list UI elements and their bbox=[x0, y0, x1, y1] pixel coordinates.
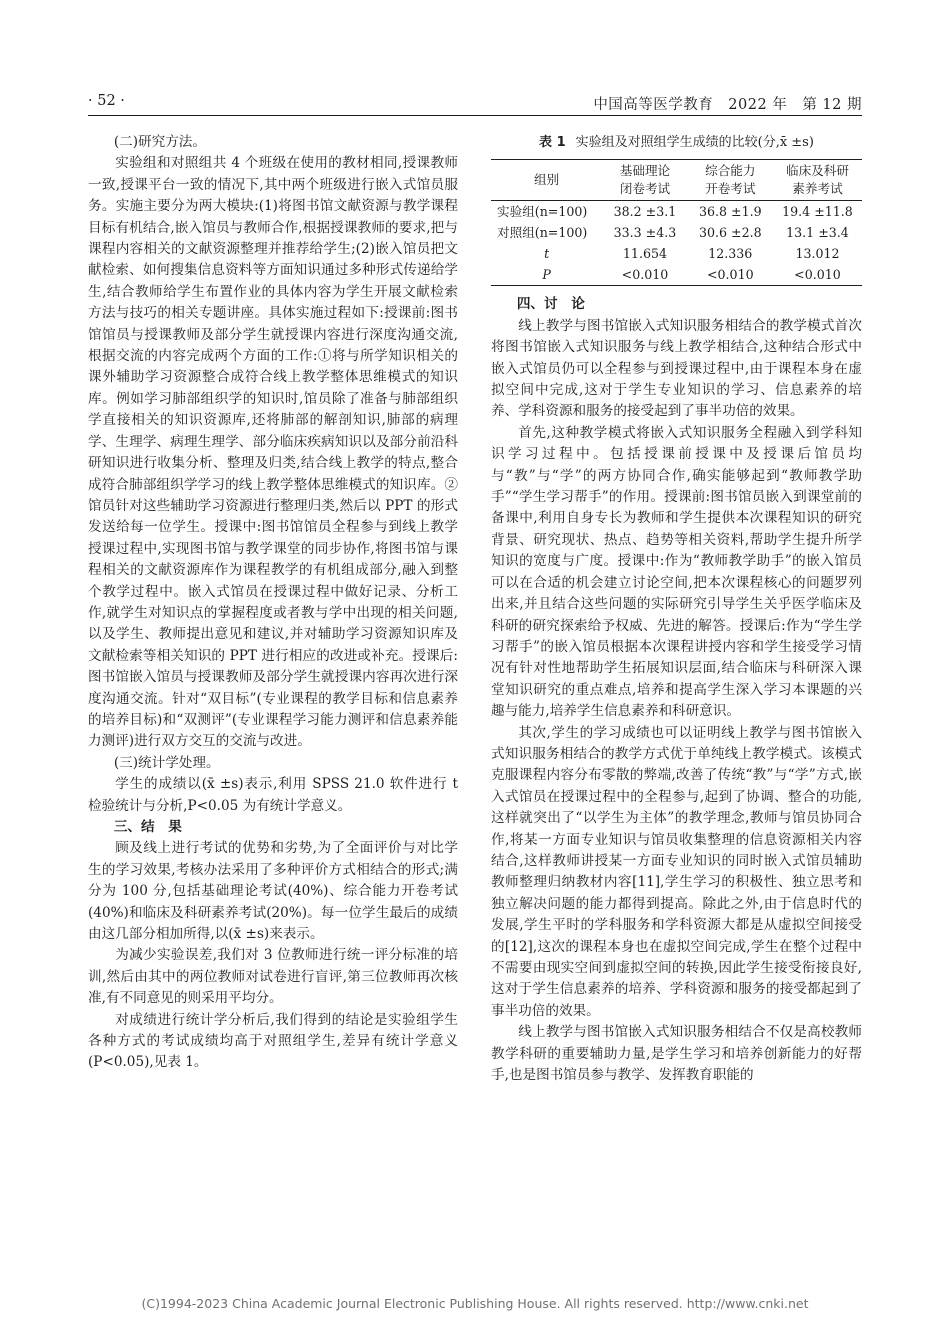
method-heading: (二)研究方法。 bbox=[113, 134, 206, 150]
discussion-paragraph-4: 线上教学与图书馆嵌入式知识服务相结合不仅是高校教师教学科研的重要辅助力量,是学生学习和培养创新能力的好帮手,也是图书馆员参与教学、发挥教育职能的 bbox=[491, 1024, 862, 1084]
results-table bbox=[491, 159, 862, 286]
cell-value: 13.1 ±3.4 bbox=[786, 224, 849, 240]
cell-value: <0.010 bbox=[794, 266, 841, 282]
cell-value: 13.012 bbox=[795, 245, 840, 261]
discussion-paragraph-1: 线上教学与图书馆嵌入式知识服务相结合的教学模式首次将图书馆嵌入式知识服务与线上教学相结合,这种结合形式中嵌入式馆员仍可以全程参与到授课过程中,由于课程本身在虚拟空间中完成,这对于学生专业知识的学习、信息素养的培养、学科资源和服务的接受起到了事半功倍的效果。 bbox=[491, 317, 862, 420]
cell-value: 33.3 ±4.3 bbox=[613, 224, 677, 240]
cell-row-label: P bbox=[542, 266, 551, 282]
cell-row-label: 对照组(n=100) bbox=[497, 224, 588, 240]
cell-value: <0.010 bbox=[706, 266, 754, 282]
table-title: 实验组及对照组学生成绩的比较(分,x̄ ±s) bbox=[575, 135, 814, 150]
col-header-basic-theory: 基础理论 闭卷考试 bbox=[619, 163, 671, 197]
results-paragraph-1: 顾及线上进行考试的优势和劣势,为了全面评价与对比学生的学习效果,考核办法采用了多种评价方式相结合的形式;满分为 100 分,包括基础理论考试(40%)、综合能力开卷考试(40%)和临床及科研素养考试(20%)。每一位学生最后的成绩由这几部分相加所得,以(x̄ ±s)来表示。 bbox=[88, 840, 458, 943]
table-caption bbox=[491, 132, 862, 153]
stat-paragraph: 学生的成绩以(x̄ ±s)表示,利用 SPSS 21.0 软件进行 t 检验统计与分析,P<0.05 为有统计学意义。 bbox=[88, 776, 458, 814]
table-header-row bbox=[491, 160, 862, 201]
cell-value: 19.4 ±11.8 bbox=[782, 203, 853, 219]
header-rule bbox=[88, 115, 862, 116]
cell-value: <0.010 bbox=[621, 266, 669, 282]
table-label: 表 1 bbox=[539, 135, 566, 150]
discussion-paragraph-2: 首先,这种教学模式将嵌入式知识服务全程融入到学科知识学习过程中。包括授课前授课中及授课后馆员均与“教”与“学”的两方协同合作,确实能够起到“教师教学助手”“学生学习帮手”的作用。授课前:图书馆员嵌入到课堂前的备课中,利用自身专长为教师和学生提供本次课程知识的研究背景、研究现状、热点、趋势等相关资料,帮助学生提升所学知识的宽度与广度。授课中:作为“教师教学助手”的嵌入馆员可以在合适的机会建立讨论空间,把本次课程核心的问题罗列出来,并且结合这些问题的实际研究引导学生关乎医学临床及科研的研究探索给予权威、先进的解答。授课后:作为“学生学习帮手”的嵌入馆员根据本次课程讲授内容和学生接受学习情况有针对性地帮助学生拓展知识层面,结合临床与科研深入课堂知识研究的重点难点,培养和提高学生深入学习本课题的兴趣与能力,培养学生信息素养和科研意识。 bbox=[491, 424, 862, 720]
discussion-heading: 四、讨 论 bbox=[516, 296, 585, 313]
cell-row-label: 实验组(n=100) bbox=[497, 203, 588, 219]
journal-title: 中国高等医学教育 2022 年 第 12 期 bbox=[593, 97, 862, 113]
table-row bbox=[491, 222, 862, 243]
stat-heading: (三)统计学处理。 bbox=[113, 754, 220, 771]
discussion-paragraph-3: 其次,学生的学习成绩也可以证明线上教学与图书馆嵌入式知识服务相结合的教学方式优于单纯线上教学模式。该模式克服课程内容分布零散的弊端,改善了传统“教”与“学”方式,嵌入式馆员在授课过程中的全程参与,起到了协调、整合的功能,这样就突出了“以学生为主体”的教学理念,教师与馆员协同合作,将某一方面专业知识与馆员收集整理的信息资源相关内容结合,这样教师讲授某一方面专业知识的同时嵌入式馆员辅助教师整理归纳教材内容[11],学生学习的积极性、独立思考和独立解决问题的能力都得到提高。除此之外,由于信息时代的发展,学生平时的学科服务和学科资源大都是从虚拟空间接受的[12],这次的课程本身也在虚拟空间完成,学生在整个过程中不需要由现实空间到虚拟空间的转换,因此学生接受衔接良好,这对于学生信息素养的培养、学科资源和服务的接受都起到了事半功倍的效果。 bbox=[491, 724, 862, 1019]
copyright-footer: (C)1994-2023 China Academic Journal Electronic Publishing House. All rights reserved. http://www.cnki.net bbox=[141, 1296, 809, 1311]
left-column bbox=[88, 132, 458, 1074]
results-paragraph-2: 为减少实验误差,我们对 3 位教师进行统一评分标准的培训,然后由其中的两位教师对试卷进行盲评,第三位教师再次核准,有不同意见的则采用平均分。 bbox=[88, 947, 458, 1007]
results-heading: 三、结 果 bbox=[113, 819, 182, 835]
cell-value: 36.8 ±1.9 bbox=[698, 203, 762, 219]
results-paragraph-3: 对成绩进行统计学分析后,我们得到的结论是实验组学生各种方式的考试成绩均高于对照组学生,差异有统计学意义(P<0.05),见表 1。 bbox=[88, 1011, 458, 1071]
table-row bbox=[491, 243, 862, 264]
right-column bbox=[491, 132, 862, 1086]
page-number: · 52 · bbox=[88, 93, 125, 109]
running-header bbox=[88, 93, 862, 113]
col-header-group: 组别 bbox=[534, 172, 560, 188]
cell-value: 38.2 ±3.1 bbox=[613, 203, 677, 219]
cell-value: 11.654 bbox=[622, 245, 667, 261]
cell-value: 30.6 ±2.8 bbox=[698, 224, 762, 240]
method-paragraph: 实验组和对照组共 4 个班级在使用的教材相同,授课教师一致,授课平台一致的情况下,其中两个班级进行嵌入式馆员服务。实施主要分为两大模块:(1)将图书馆文献资源与教学课程目标有机结合,嵌入馆员与教师合作,根据授课教师的要求,把与课程内容相关的文献资源整理并推荐给学生;(2)嵌入馆员把文献检索、如何搜集信息资料等方面知识通过多种形式传递给学生,结合教师给学生布置作业的具体内容为学生开展文献检索方法与技巧的相关专题讲座。具体实施过程如下:授课前:图书馆馆员与授课教师及部分学生就授课内容进行深度沟通交流,根据交流的内容完成两个方面的工作:①将与所学知识相关的课外辅助学习资源整合成符合线上教学整体思维模式的知识库。例如学习肺部组织学的知识时,馆员除了准备与肺部组织学直接相关的知识资源库,还将肺部的解剖知识,肺部的病理学、生理学、病理生理学、部分临床疾病知识以及部分前沿科研知识进行收集分析、整理及归类,结合线上教学的特点,整合成符合肺部组织学学习的线上教学整体思维模式的知识库。②馆员针对这些辅助学习资源进行整理归类,然后以 PPT 的形式发送给每一位学生。授课中:图书馆馆员全程参与到线上教学授课过程中,实现图书馆与教学课堂的同步协作,将图书馆与课程相关的文献资源库作为课程教学的有机组成部分,融入到整个教学过程中。嵌入式馆员在授课过程中做好记录、分析工作,就学生对知识点的掌握程度或者教与学中出现的相关问题,以及学生、教师提出意见和建议,并对辅助学习资源知识库及文献检索等相关知识的 PPT 进行相应的改进或补充。授课后:图书馆嵌入馆员与授课教师及部分学生就授课内容再次进行深度沟通交流。针对“双目标”(专业课程的教学目标和信息素养的培养目标)和“双测评”(专业课程学习能力测评和信息素养能力测评)进行双方交互的交流与改进。 bbox=[88, 155, 458, 750]
cell-value: 12.336 bbox=[708, 245, 753, 261]
col-header-comprehensive: 综合能力 开卷考试 bbox=[705, 163, 756, 197]
col-header-clinical-research: 临床及科研 素养考试 bbox=[785, 163, 849, 197]
table-row bbox=[491, 201, 862, 223]
cell-row-label: t bbox=[544, 245, 550, 261]
table-row bbox=[491, 264, 862, 286]
